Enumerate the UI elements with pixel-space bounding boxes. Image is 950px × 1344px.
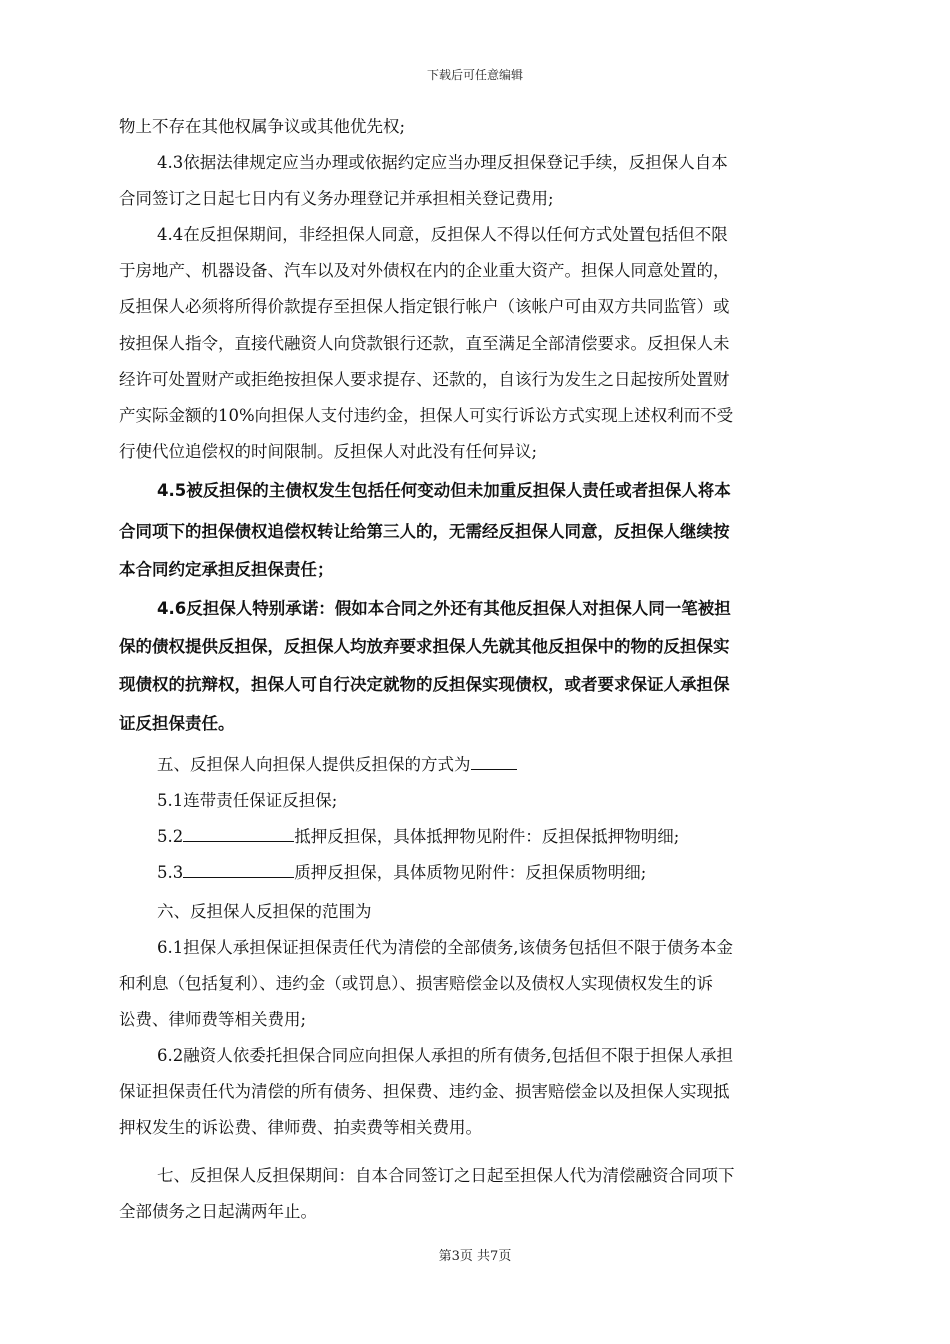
clause-5-2-text: 抵押反担保，具体抵押物见附件：反担保抵押物明细; [294, 827, 680, 846]
clause-5-2 [157, 823, 679, 847]
clause-5-3-text: 质押反担保，具体质物见附件：反担保质物明细; [294, 863, 647, 882]
paragraph-line: 保证担保责任代为清偿的所有债务、担保费、违约金、损害赔偿金以及担保人实现抵 [119, 1082, 730, 1101]
section-5-title [157, 751, 517, 775]
page-header: 下载后可任意编辑 [426, 68, 523, 82]
clause-5-3-number: 5.3 [157, 863, 184, 882]
paragraph-line: 和利息（包括复利）、违约金（或罚息）、损害赔偿金以及债权人实现债权发生的诉 [119, 974, 713, 993]
paragraph-line: 按担保人指令，直接代融资人向贷款银行还款，直至满足全部清偿要求。反担保人未 [119, 334, 730, 353]
pledge-blank [183, 863, 294, 878]
paragraph-line: 全部债务之日起满两年止。 [119, 1202, 317, 1221]
mortgage-blank [183, 827, 294, 842]
paragraph-line: 讼费、律师费等相关费用; [119, 1010, 307, 1029]
paragraph-line: 保的债权提供反担保，反担保人均放弃要求担保人先就其他反担保中的物的反担保实 [119, 637, 730, 656]
clause-4-5: 4.5被反担保的主债权发生包括任何变动但未加重反担保人责任或者担保人将本 [157, 481, 731, 500]
paragraph-line: 物上不存在其他权属争议或其他优先权; [119, 117, 406, 136]
clause-4-4: 4.4在反担保期间，非经担保人同意，反担保人不得以任何方式处置包括但不限 [157, 225, 728, 244]
paragraph-line: 产实际金额的10%向担保人支付违约金，担保人可实行诉讼方式实现上述权利而不受 [119, 406, 734, 425]
clause-6-2: 6.2融资人依委托担保合同应向担保人承担的所有债务,包括但不限于担保人承担 [157, 1046, 733, 1065]
paragraph-line: 行使代位追偿权的时间限制。反担保人对此没有任何异议; [119, 442, 538, 461]
paragraph-line: 反担保人必须将所得价款提存至担保人指定银行帐户（该帐户可由双方共同监管）或 [119, 297, 730, 316]
paragraph-line: 合同签订之日起七日内有义务办理登记并承担相关登记费用; [119, 189, 554, 208]
clause-5-1: 5.1连带责任保证反担保; [157, 791, 338, 810]
clause-5-2-number: 5.2 [157, 827, 184, 846]
clause-6-1: 6.1担保人承担保证担保责任代为清偿的全部债务,该债务包括但不限于债务本金 [157, 938, 733, 957]
section-7-title: 七、反担保人反担保期间：自本合同签订之日起至担保人代为清偿融资合同项下 [157, 1166, 735, 1185]
paragraph-line: 经许可处置财产或拒绝按担保人要求提存、还款的，自该行为发生之日起按所处置财 [119, 370, 730, 389]
paragraph-line: 于房地产、机器设备、汽车以及对外债权在内的企业重大资产。担保人同意处置的， [119, 261, 730, 280]
method-blank [471, 755, 517, 770]
paragraph-line: 现债权的抗辩权，担保人可自行决定就物的反担保实现债权，或者要求保证人承担保 [119, 675, 730, 694]
clause-4-6: 4.6反担保人特别承诺：假如本合同之外还有其他反担保人对担保人同一笔被担 [157, 599, 731, 618]
paragraph-line: 合同项下的担保债权追偿权转让给第三人的，无需经反担保人同意，反担保人继续按 [119, 522, 730, 541]
paragraph-line: 押权发生的诉讼费、律师费、拍卖费等相关费用。 [119, 1118, 482, 1137]
clause-5-3 [157, 859, 646, 883]
paragraph-line: 本合同约定承担反担保责任； [119, 560, 334, 579]
section-5-text: 五、反担保人向担保人提供反担保的方式为 [157, 755, 471, 774]
clause-4-3: 4.3依据法律规定应当办理或依据约定应当办理反担保登记手续，反担保人自本 [157, 153, 728, 172]
section-6-title: 六、反担保人反担保的范围为 [157, 902, 372, 921]
paragraph-line: 证反担保责任。 [119, 714, 235, 733]
page-footer: 第3页 共7页 [438, 1249, 512, 1264]
